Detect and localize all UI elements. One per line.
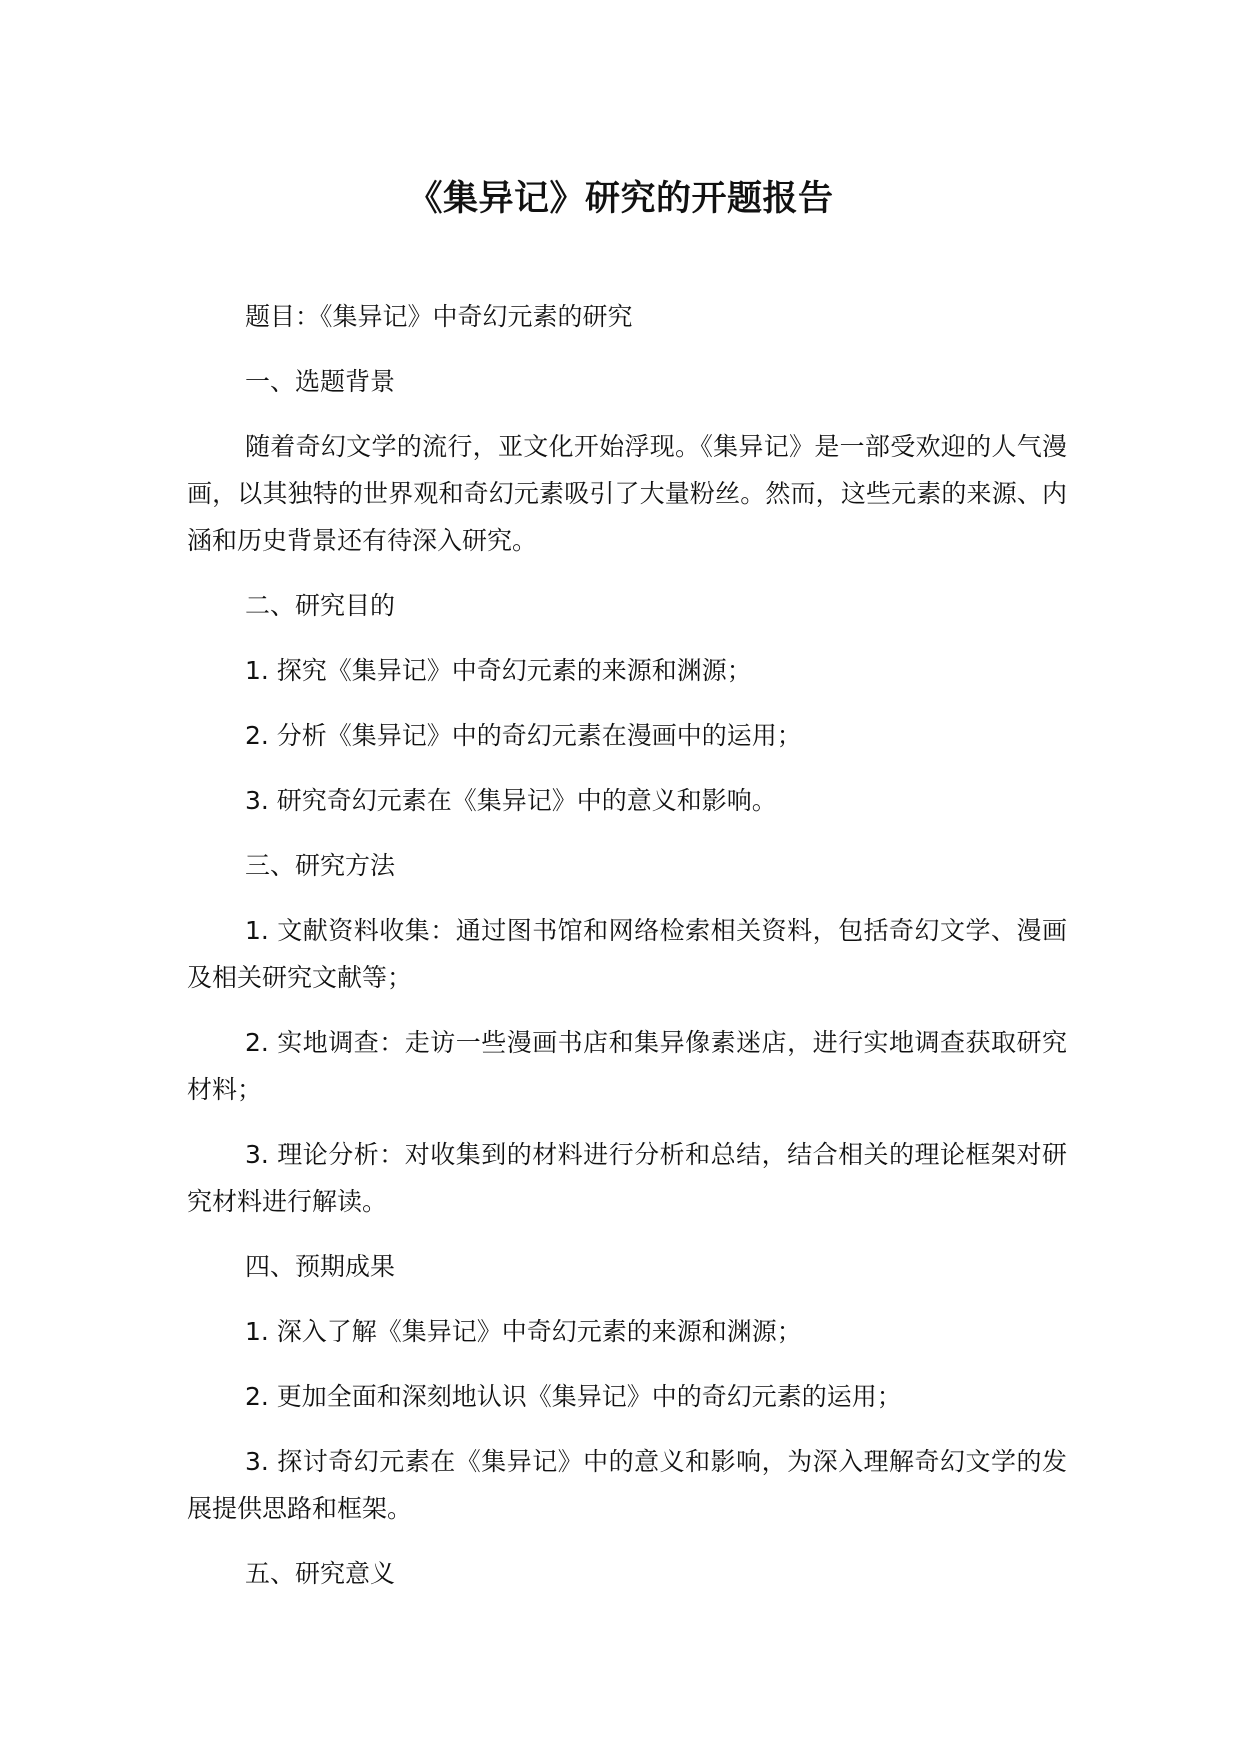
method-item-2: 2. 实地调查：走访一些漫画书店和集异像素迷店，进行实地调查获取研究材料； xyxy=(187,1028,1067,1104)
purpose-item-2: 2. 分析《集异记》中的奇幻元素在漫画中的运用； xyxy=(245,721,802,750)
purpose-item-1: 1. 探究《集异记》中奇幻元素的来源和渊源； xyxy=(245,656,752,685)
purpose-item-3: 3. 研究奇幻元素在《集异记》中的意义和影响。 xyxy=(245,786,777,815)
section-heading-purpose: 二、研究目的 xyxy=(245,591,396,620)
outcome-item-1: 1. 深入了解《集异记》中奇幻元素的来源和渊源； xyxy=(245,1317,802,1346)
document-body xyxy=(187,293,1067,1615)
document-title: 《集异记》研究的开题报告 xyxy=(407,179,834,219)
section-heading-significance: 五、研究意义 xyxy=(245,1559,396,1588)
outcome-item-3: 3. 探讨奇幻元素在《集异记》中的意义和影响，为深入理解奇幻文学的发展提供思路和框架。 xyxy=(187,1447,1067,1523)
outcome-item-2: 2. 更加全面和深刻地认识《集异记》中的奇幻元素的运用； xyxy=(245,1382,902,1411)
background-paragraph: 随着奇幻文学的流行，亚文化开始浮现。《集异记》是一部受欢迎的人气漫画，以其独特的世界观和奇幻元素吸引了大量粉丝。然而，这些元素的来源、内涵和历史背景还有待深入研究。 xyxy=(187,432,1067,555)
topic-line: 题目：《集异记》中奇幻元素的研究 xyxy=(245,302,633,331)
section-heading-background: 一、选题背景 xyxy=(245,367,396,396)
method-item-3: 3. 理论分析：对收集到的材料进行分析和总结，结合相关的理论框架对研究材料进行解读。 xyxy=(187,1140,1067,1216)
method-item-1: 1. 文献资料收集：通过图书馆和网络检索相关资料，包括奇幻文学、漫画及相关研究文献等； xyxy=(187,916,1067,992)
section-heading-outcomes: 四、预期成果 xyxy=(245,1252,396,1281)
section-heading-methods: 三、研究方法 xyxy=(245,851,396,880)
